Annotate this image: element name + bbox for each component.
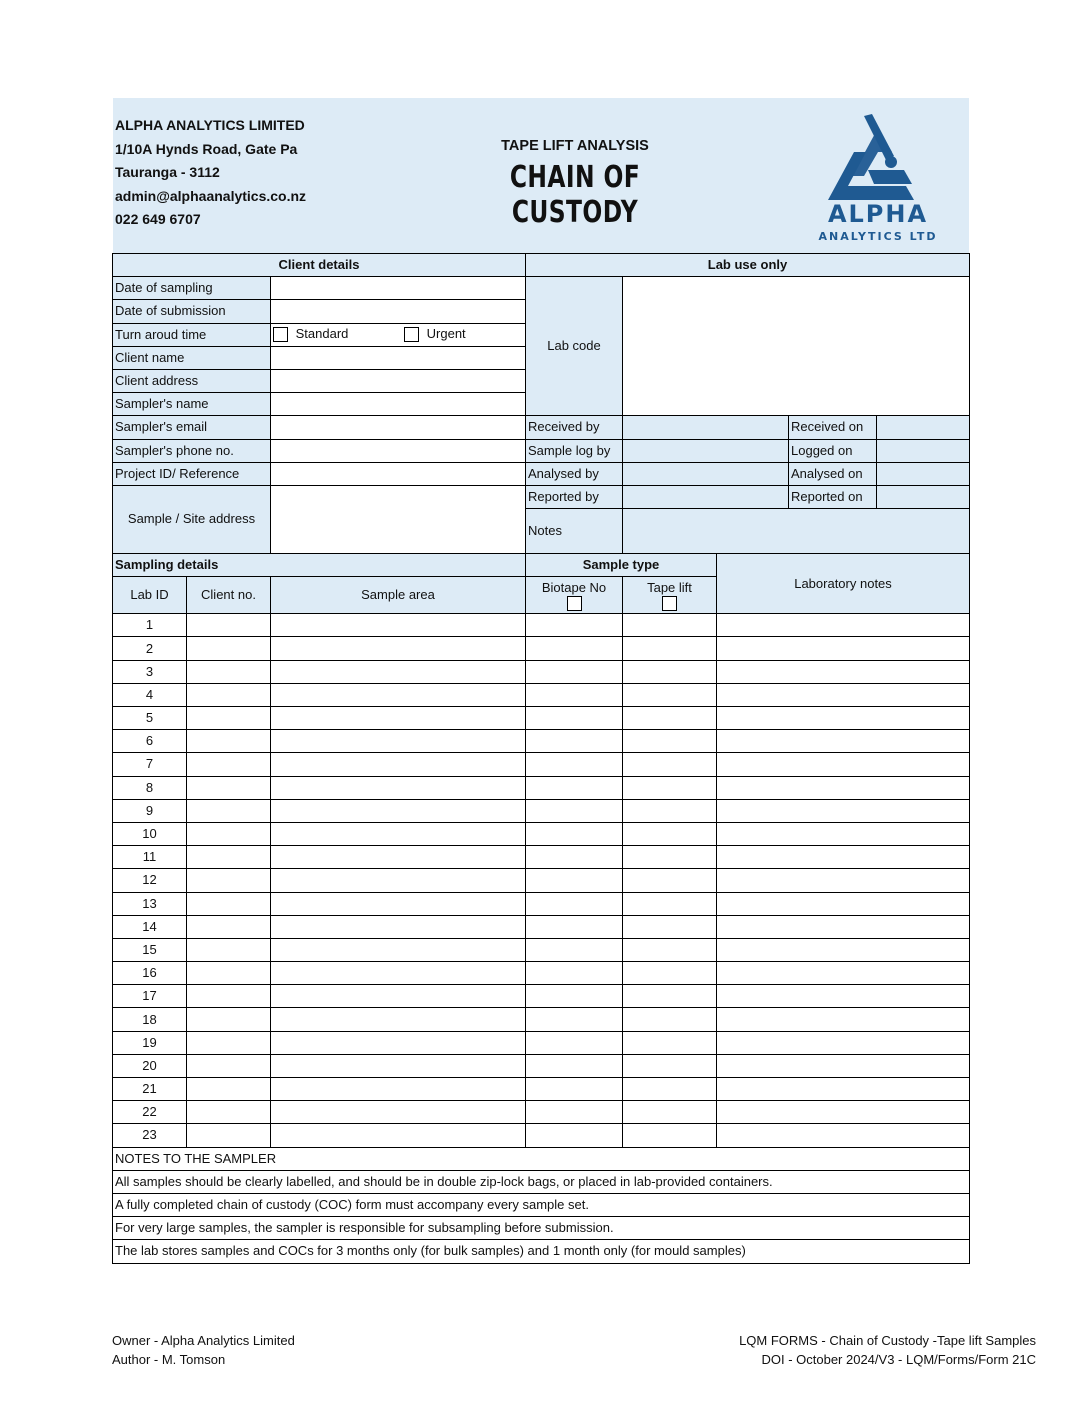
samplers-name-label: Sampler's name [113,393,271,416]
tape-lift-cell[interactable] [623,1031,717,1054]
lab-notes-cell[interactable] [717,1124,970,1147]
tape-lift-cell[interactable] [623,707,717,730]
sample-area-cell[interactable] [271,869,526,892]
coc-form [112,253,969,1264]
laboratory-notes-heading: Laboratory notes [717,554,970,614]
company-info [115,114,306,232]
biotape-cell[interactable] [526,707,623,730]
lab-notes-cell[interactable] [717,938,970,961]
samplers-phone-field[interactable] [271,439,526,462]
client-no-cell[interactable] [187,892,271,915]
notes-field[interactable] [623,509,970,554]
lab-code-label: Lab code [526,277,623,416]
biotape-cell[interactable] [526,683,623,706]
table-row [113,637,970,660]
lab-id-cell: 15 [113,938,187,961]
sample-area-cell[interactable] [271,1031,526,1054]
lab-notes-cell[interactable] [717,660,970,683]
col-biotape-label: Biotape No [541,579,607,595]
lab-id-cell: 14 [113,915,187,938]
tape-lift-cell[interactable] [623,915,717,938]
standard-label: Standard [295,326,349,342]
biotape-cell[interactable] [526,660,623,683]
col-tape-lift-label: Tape lift [647,579,692,595]
biotape-cell[interactable] [526,1078,623,1101]
client-no-cell[interactable] [187,753,271,776]
sampling-details-heading: Sampling details [113,554,526,577]
project-id-field[interactable] [271,462,526,485]
notes-label: Notes [526,509,623,554]
date-of-submission-label: Date of submission [113,300,271,323]
tape-lift-cell[interactable] [623,1101,717,1124]
lab-notes-cell[interactable] [717,683,970,706]
biotape-cell[interactable] [526,730,623,753]
col-sample-area: Sample area [271,577,526,614]
table-row [113,846,970,869]
biotape-cell[interactable] [526,846,623,869]
biotape-cell[interactable] [526,869,623,892]
tape-lift-cell[interactable] [623,985,717,1008]
sample-area-cell[interactable] [271,776,526,799]
sample-area-cell[interactable] [271,938,526,961]
lab-notes-cell[interactable] [717,753,970,776]
tape-lift-cell[interactable] [623,1078,717,1101]
lab-notes-cell[interactable] [717,614,970,637]
lab-notes-cell[interactable] [717,1078,970,1101]
tape-lift-cell[interactable] [623,962,717,985]
client-no-cell[interactable] [187,683,271,706]
lab-id-cell: 1 [113,614,187,637]
lab-notes-cell[interactable] [717,637,970,660]
col-client-no: Client no. [187,577,271,614]
lab-id-cell: 20 [113,1054,187,1077]
lab-notes-cell[interactable] [717,985,970,1008]
client-name-label: Client name [113,346,271,369]
tape-lift-cell[interactable] [623,683,717,706]
samplers-email-label: Sampler's email [113,416,271,439]
col-tape-lift [623,577,717,614]
reported-on-label: Reported on [789,485,877,508]
biotape-cell[interactable] [526,985,623,1008]
tape-lift-cell[interactable] [623,822,717,845]
lab-notes-cell[interactable] [717,869,970,892]
tape-lift-cell[interactable] [623,637,717,660]
table-row [113,707,970,730]
col-biotape [526,577,623,614]
analysed-on-label: Analysed on [789,462,877,485]
table-row [113,1008,970,1031]
received-by-label: Received by [526,416,623,439]
biotape-cell[interactable] [526,1054,623,1077]
svg-text:ALPHA: ALPHA [827,200,929,228]
sample-area-cell[interactable] [271,799,526,822]
sample-area-cell[interactable] [271,707,526,730]
date-of-sampling-label: Date of sampling [113,277,271,300]
tape-lift-cell[interactable] [623,1008,717,1031]
lab-notes-cell[interactable] [717,799,970,822]
lab-id-cell: 4 [113,683,187,706]
tape-lift-cell[interactable] [623,776,717,799]
table-row [113,915,970,938]
samplers-name-field[interactable] [271,393,526,416]
received-on-label: Received on [789,416,877,439]
form-subtitle: TAPE LIFT ANALYSIS [501,138,649,154]
lab-id-cell: 19 [113,1031,187,1054]
biotape-cell[interactable] [526,753,623,776]
received-by-field[interactable] [623,416,789,439]
lab-id-cell: 11 [113,846,187,869]
lab-id-cell: 12 [113,869,187,892]
sample-area-cell[interactable] [271,730,526,753]
sample-area-cell[interactable] [271,637,526,660]
analysed-by-label: Analysed by [526,462,623,485]
client-no-cell[interactable] [187,1054,271,1077]
tape-lift-cell[interactable] [623,614,717,637]
table-row [113,1031,970,1054]
samplers-phone-label: Sampler's phone no. [113,439,271,462]
address-line1: 1/10A Hynds Road, Gate Pa [115,140,298,157]
table-row [113,938,970,961]
lab-notes-cell[interactable] [717,822,970,845]
reported-on-field[interactable] [877,485,970,508]
urgent-label: Urgent [426,326,466,342]
table-row [113,1054,970,1077]
lab-id-cell: 16 [113,962,187,985]
alpha-logo [808,112,948,244]
company-email: admin@alphaanalytics.co.nz [115,187,307,204]
lab-notes-cell[interactable] [717,915,970,938]
lab-id-cell: 9 [113,799,187,822]
project-id-label: Project ID/ Reference [113,462,271,485]
lab-id-cell: 7 [113,753,187,776]
reported-by-label: Reported by [526,485,623,508]
tape-lift-checkbox[interactable] [662,596,677,611]
logged-on-label: Logged on [789,439,877,462]
lab-id-cell: 21 [113,1078,187,1101]
client-no-cell[interactable] [187,660,271,683]
sample-area-cell[interactable] [271,822,526,845]
biotape-cell[interactable] [526,799,623,822]
biotape-cell[interactable] [526,637,623,660]
analysed-on-field[interactable] [877,462,970,485]
site-address-label: Sample / Site address [113,485,271,553]
notes-to-sampler-heading: NOTES TO THE SAMPLER [113,1147,970,1170]
sample-area-cell[interactable] [271,892,526,915]
client-no-cell[interactable] [187,1101,271,1124]
note-item: The lab stores samples and COCs for 3 months only (for bulk samples) and 1 month only (for mould samples) [113,1240,970,1263]
biotape-cell[interactable] [526,822,623,845]
client-no-cell[interactable] [187,846,271,869]
tape-lift-cell[interactable] [623,1124,717,1147]
address-line2: Tauranga - 3112 [115,164,220,180]
tape-lift-cell[interactable] [623,892,717,915]
lab-use-heading: Lab use only [526,254,970,277]
client-no-cell[interactable] [187,962,271,985]
lab-id-cell: 3 [113,660,187,683]
sample-area-cell[interactable] [271,1054,526,1077]
table-row [113,1078,970,1101]
table-row [113,822,970,845]
client-no-cell[interactable] [187,730,271,753]
sample-area-cell[interactable] [271,683,526,706]
sample-area-cell[interactable] [271,753,526,776]
date-of-sampling-field[interactable] [271,277,526,300]
biotape-cell[interactable] [526,1124,623,1147]
table-row [113,869,970,892]
note-item: A fully completed chain of custody (COC) form must accompany every sample set. [113,1193,970,1216]
table-row [113,753,970,776]
company-name: ALPHA ANALYTICS LIMITED [115,117,305,133]
sample-log-by-label: Sample log by [526,439,623,462]
client-address-field[interactable] [271,369,526,392]
table-row [113,892,970,915]
sample-area-cell[interactable] [271,614,526,637]
biotape-cell[interactable] [526,1101,623,1124]
lab-notes-cell[interactable] [717,1101,970,1124]
sample-area-cell[interactable] [271,1101,526,1124]
biotape-cell[interactable] [526,962,623,985]
client-no-cell[interactable] [187,938,271,961]
table-row [113,962,970,985]
sample-area-cell[interactable] [271,846,526,869]
client-no-cell[interactable] [187,915,271,938]
client-no-cell[interactable] [187,799,271,822]
lab-id-cell: 8 [113,776,187,799]
tape-lift-cell[interactable] [623,730,717,753]
lab-id-cell: 6 [113,730,187,753]
client-no-cell[interactable] [187,1008,271,1031]
urgent-checkbox[interactable] [404,327,419,342]
sample-area-cell[interactable] [271,1078,526,1101]
received-on-field[interactable] [877,416,970,439]
client-address-label: Client address [113,369,271,392]
footer-left [112,1331,295,1369]
sample-area-cell[interactable] [271,660,526,683]
tape-lift-cell[interactable] [623,869,717,892]
lab-id-cell: 10 [113,822,187,845]
table-row [113,985,970,1008]
lab-id-cell: 18 [113,1008,187,1031]
tape-lift-cell[interactable] [623,660,717,683]
standard-checkbox[interactable] [273,327,288,342]
lab-id-cell: 5 [113,707,187,730]
client-details-heading: Client details [113,254,526,277]
sample-log-by-field[interactable] [623,439,789,462]
client-name-field[interactable] [271,346,526,369]
client-no-cell[interactable] [187,985,271,1008]
biotape-cell[interactable] [526,1031,623,1054]
biotape-cell[interactable] [526,892,623,915]
sample-area-cell[interactable] [271,1008,526,1031]
company-phone: 022 649 6707 [115,211,201,227]
tape-lift-cell[interactable] [623,846,717,869]
form-title: CHAIN OF CUSTODY [509,160,641,230]
lab-code-field[interactable] [623,277,970,416]
note-item: All samples should be clearly labelled, and should be in double zip-lock bags, or placed in lab-provided containers. [113,1170,970,1193]
lab-notes-cell[interactable] [717,846,970,869]
client-no-cell[interactable] [187,822,271,845]
sample-area-cell[interactable] [271,915,526,938]
tape-lift-cell[interactable] [623,799,717,822]
table-row [113,614,970,637]
col-lab-id: Lab ID [113,577,187,614]
client-no-cell[interactable] [187,776,271,799]
lab-notes-cell[interactable] [717,962,970,985]
lab-notes-cell[interactable] [717,892,970,915]
table-row [113,730,970,753]
reported-by-field[interactable] [623,485,789,508]
table-row [113,660,970,683]
footer-doc-id: DOI - October 2024/V3 - LQM/Forms/Form 21C [761,1352,1036,1367]
site-address-field[interactable] [271,485,526,553]
turnaround-options [271,323,526,346]
lab-notes-cell[interactable] [717,1008,970,1031]
table-row [113,1124,970,1147]
sample-area-cell[interactable] [271,962,526,985]
lab-notes-cell[interactable] [717,707,970,730]
client-no-cell[interactable] [187,707,271,730]
sample-type-heading: Sample type [526,554,717,577]
table-row [113,776,970,799]
lab-notes-cell[interactable] [717,1054,970,1077]
client-no-cell[interactable] [187,1078,271,1101]
client-no-cell[interactable] [187,637,271,660]
lab-id-cell: 2 [113,637,187,660]
table-row [113,683,970,706]
table-row [113,799,970,822]
client-no-cell[interactable] [187,869,271,892]
lab-notes-cell[interactable] [717,776,970,799]
lab-notes-cell[interactable] [717,730,970,753]
biotape-cell[interactable] [526,776,623,799]
client-no-cell[interactable] [187,614,271,637]
footer-owner: Owner - Alpha Analytics Limited [112,1333,295,1348]
biotape-cell[interactable] [526,614,623,637]
tape-lift-cell[interactable] [623,1054,717,1077]
client-no-cell[interactable] [187,1124,271,1147]
footer-author: Author - M. Tomson [112,1352,226,1367]
biotape-cell[interactable] [526,1008,623,1031]
tape-lift-cell[interactable] [623,938,717,961]
sample-area-cell[interactable] [271,1124,526,1147]
logged-on-field[interactable] [877,439,970,462]
lab-id-cell: 23 [113,1124,187,1147]
biotape-cell[interactable] [526,938,623,961]
table-row [113,1101,970,1124]
biotape-cell[interactable] [526,915,623,938]
sample-area-cell[interactable] [271,985,526,1008]
biotape-checkbox[interactable] [567,596,582,611]
note-item: For very large samples, the sampler is responsible for subsampling before submission. [113,1217,970,1240]
turnaround-time-label: Turn aroud time [113,323,271,346]
date-of-submission-field[interactable] [271,300,526,323]
client-no-cell[interactable] [187,1031,271,1054]
tape-lift-cell[interactable] [623,753,717,776]
lab-id-cell: 17 [113,985,187,1008]
samplers-email-field[interactable] [271,416,526,439]
lab-id-cell: 13 [113,892,187,915]
lab-notes-cell[interactable] [717,1031,970,1054]
lab-id-cell: 22 [113,1101,187,1124]
footer-form-name: LQM FORMS - Chain of Custody -Tape lift Samples [739,1333,1036,1348]
footer-right [600,1331,1036,1369]
svg-text:ANALYTICS LTD: ANALYTICS LTD [818,230,938,243]
analysed-by-field[interactable] [623,462,789,485]
